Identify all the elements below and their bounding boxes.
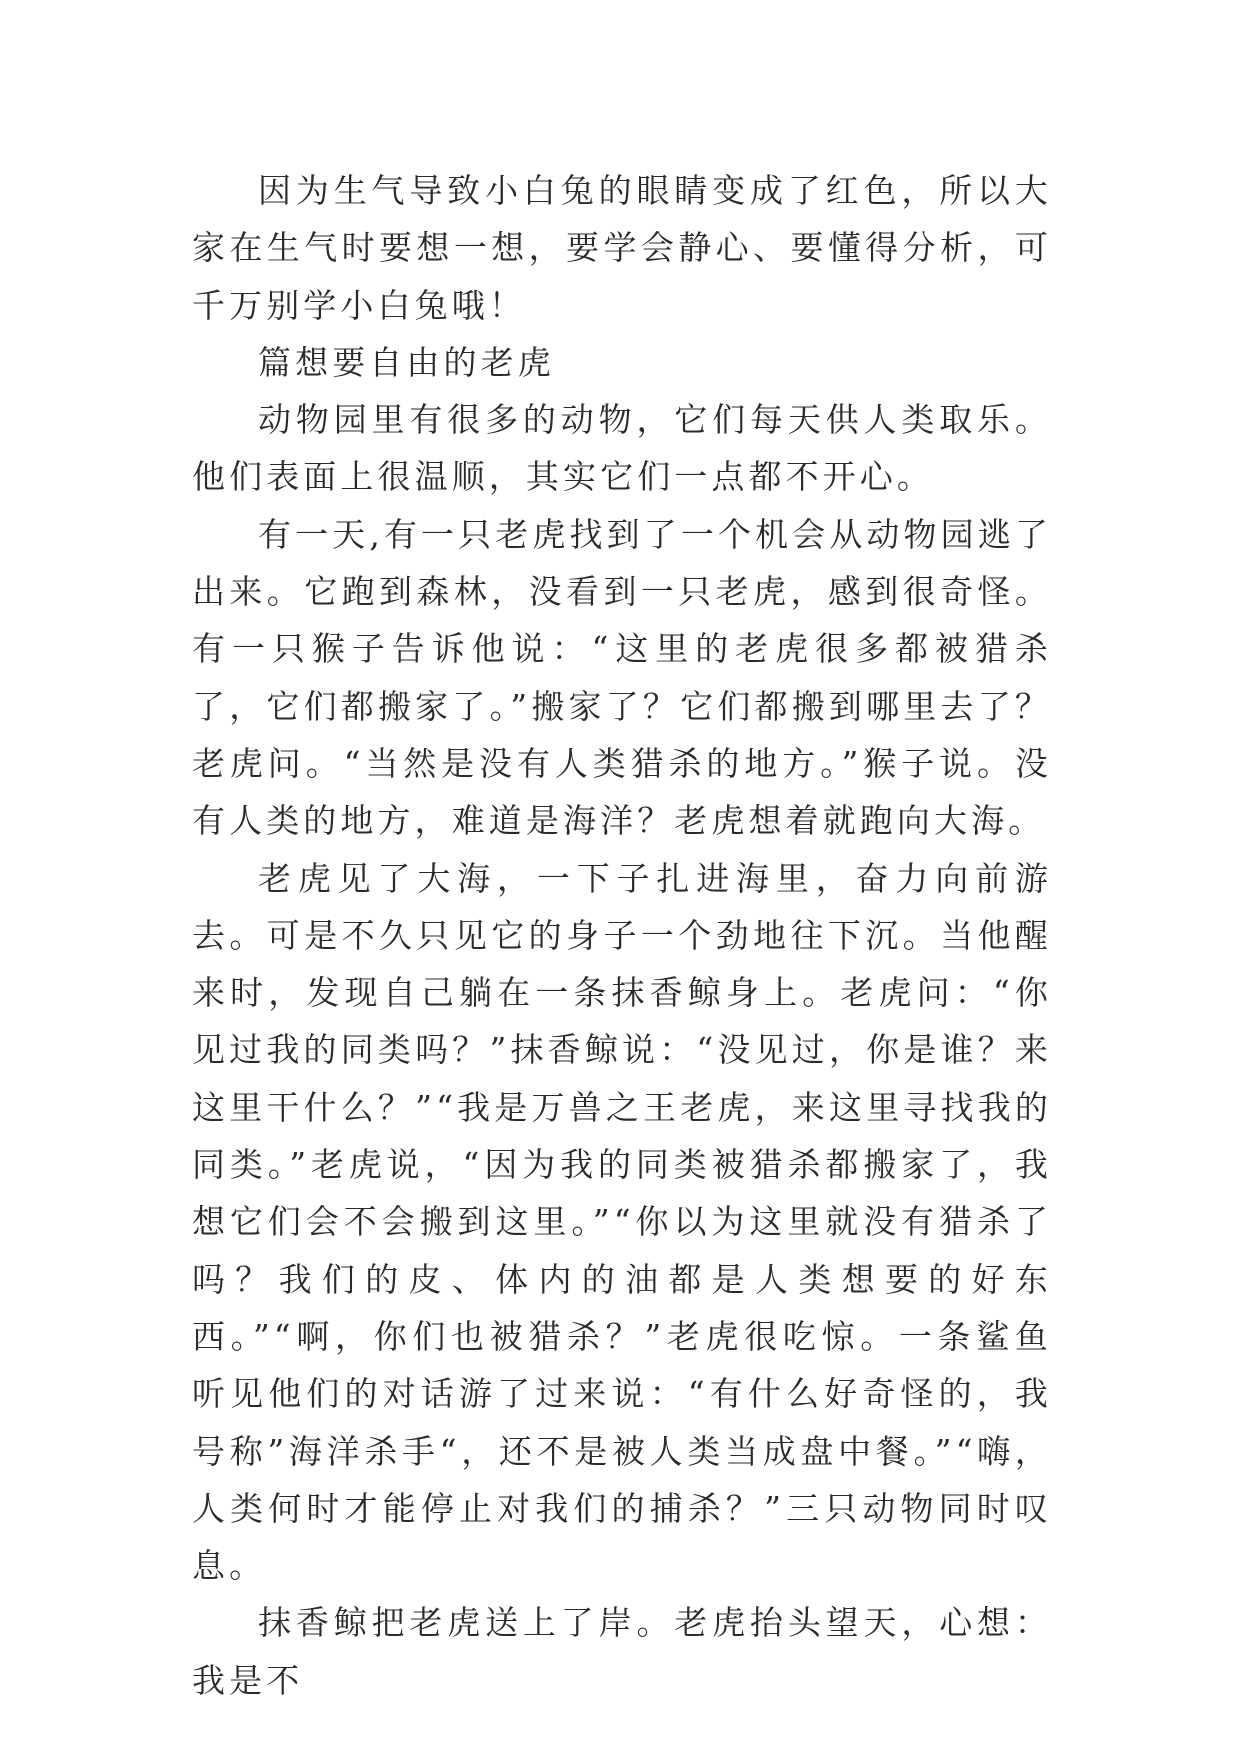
section-heading: 篇想要自由的老虎	[258, 342, 555, 382]
document-body	[192, 162, 1052, 1709]
paragraph-rabbit-conclusion: 因为生气导致小白兔的眼睛变成了红色，所以大家在生气时要想一想，要学会静心、要懂得分析，可千万别学小白兔哦！	[192, 171, 1052, 325]
paragraph-tiger-shore: 抹香鲸把老虎送上了岸。老虎抬头望天，心想：我是不	[192, 1603, 1052, 1700]
paragraph-tiger-escape: 有一天,有一只老虎找到了一个机会从动物园逃了出来。它跑到森林，没看到一只老虎，感到很奇怪。有一只猴子告诉他说：“这里的老虎很多都被猎杀了，它们都搬家了。”搬家了？它们都搬到哪里去了？老虎问。“当然是没有人类猎杀的地方。”猴子说。没有人类的地方，难道是海洋？老虎想着就跑向大海。	[192, 514, 1052, 841]
paragraph-zoo-intro: 动物园里有很多的动物，它们每天供人类取乐。他们表面上很温顺，其实它们一点都不开心。	[192, 400, 1052, 497]
paragraph-tiger-sea: 老虎见了大海，一下子扎进海里，奋力向前游去。可是不久只见它的身子一个劲地往下沉。当他醒来时，发现自己躺在一条抹香鲸身上。老虎问：“你见过我的同类吗？”抹香鲸说：“没见过，你是谁？来这里干什么？”“我是万兽之王老虎，来这里寻找我的同类。”老虎说，“因为我的同类被猎杀都搬家了，我想它们会不会搬到这里。”“你以为这里就没有猎杀了吗？我们的皮、体内的油都是人类想要的好东西。”“啊，你们也被猎杀？”老虎很吃惊。一条鲨鱼听见他们的对话游了过来说：“有什么好奇怪的，我号称”海洋杀手“，还不是被人类当成盘中餐。”“嗨，人类何时才能停止对我们的捕杀？”三只动物同时叹息。	[192, 858, 1052, 1586]
